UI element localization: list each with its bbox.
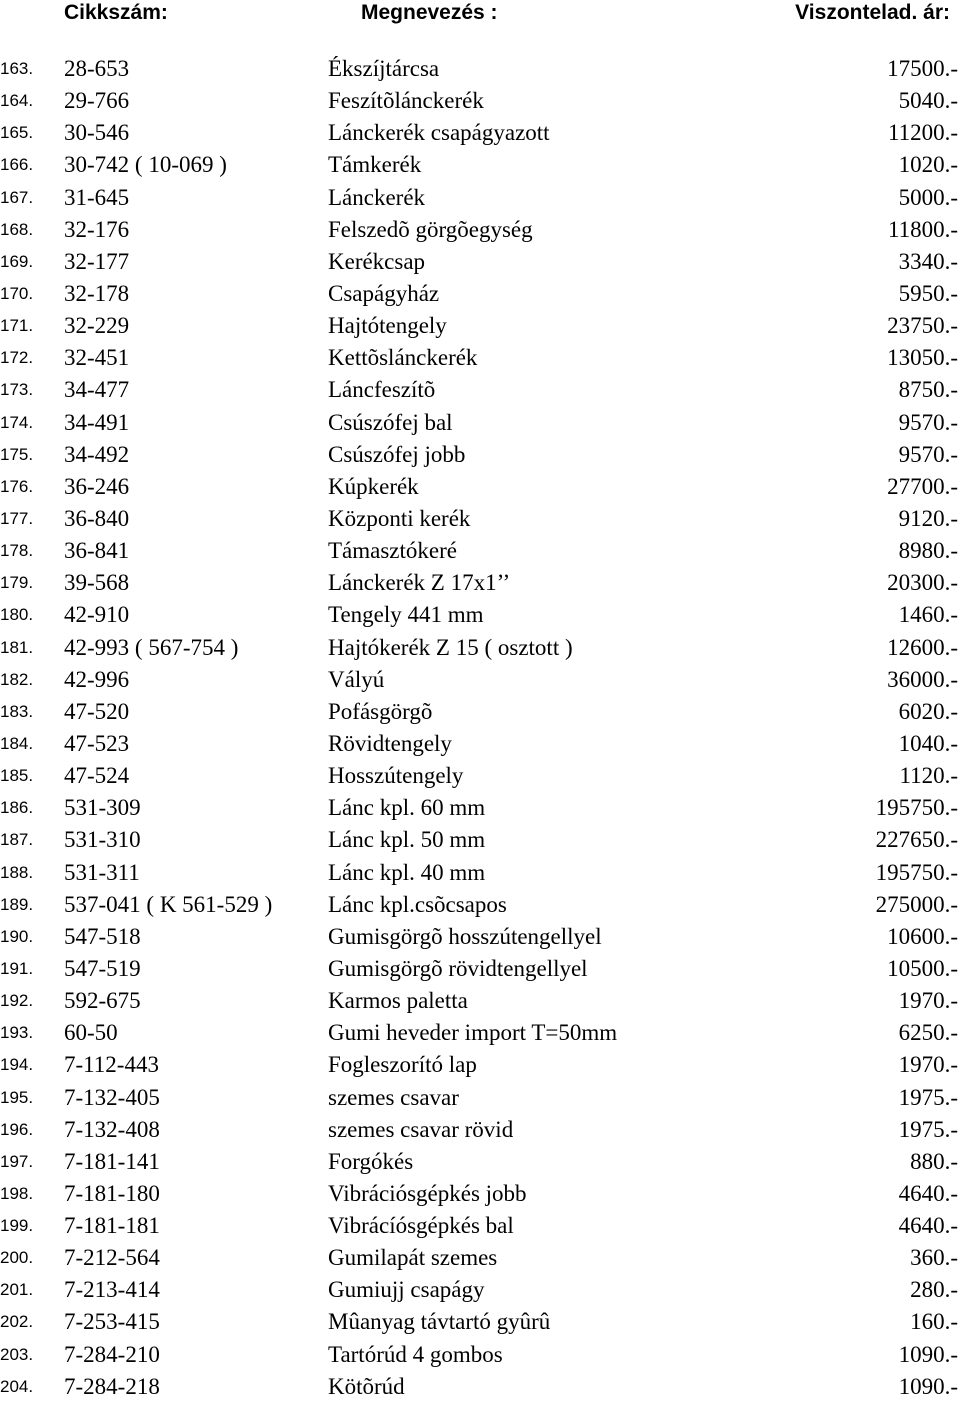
item-name: Központi kerék [328, 505, 471, 531]
table-row [0, 85, 960, 117]
item-price: 3340.- [898, 248, 958, 274]
item-code: 42-910 [64, 602, 130, 628]
row-number: 195. [0, 1087, 34, 1107]
table-row [0, 310, 960, 342]
item-code: 34-477 [64, 377, 130, 403]
item-code: 32-229 [64, 313, 130, 339]
item-price: 5950.- [898, 280, 958, 306]
item-name: Pofásgörgõ [328, 698, 433, 724]
item-code: 7-284-210 [64, 1341, 160, 1367]
item-name: Hajtótengely [328, 313, 447, 339]
item-price: 27700.- [887, 473, 958, 499]
item-code: 32-177 [64, 248, 130, 274]
table-row [0, 632, 960, 664]
table-row [0, 599, 960, 631]
table-row [0, 374, 960, 406]
column-header [0, 0, 960, 30]
item-name: Csúszófej jobb [328, 441, 466, 467]
item-price: 160.- [910, 1309, 958, 1335]
item-name: Kötõrúd [328, 1373, 405, 1399]
item-name: Feszítõlánckerék [328, 88, 484, 114]
table-row [0, 1242, 960, 1274]
item-name: Kerékcsap [328, 248, 426, 274]
item-price: 20300.- [887, 570, 958, 596]
row-number: 187. [0, 830, 34, 850]
table-row [0, 182, 960, 214]
item-code: 34-492 [64, 441, 130, 467]
table-row [0, 921, 960, 953]
table-row [0, 1371, 960, 1403]
item-name: Lánckerék csapágyazott [328, 120, 550, 146]
item-price: 1975.- [898, 1116, 958, 1142]
item-price: 227650.- [875, 827, 958, 853]
table-row [0, 503, 960, 535]
price-list [0, 53, 960, 1403]
table-row [0, 1082, 960, 1114]
item-name: Lánc kpl. 60 mm [328, 795, 486, 821]
item-code: 537-041 ( K 561-529 ) [64, 891, 273, 917]
table-row [0, 696, 960, 728]
item-name: Vibrációsgépkés jobb [328, 1180, 527, 1206]
row-number: 179. [0, 573, 34, 593]
item-name: Lánckerék [328, 184, 426, 210]
row-number: 170. [0, 283, 34, 303]
item-code: 547-519 [64, 955, 141, 981]
item-name: Gumiujj csapágy [328, 1277, 485, 1303]
row-number: 201. [0, 1280, 34, 1300]
row-number: 189. [0, 894, 34, 914]
item-name: Tengely 441 mm [328, 602, 484, 628]
header-code: Cikkszám: [64, 1, 168, 24]
item-price: 195750.- [875, 795, 958, 821]
row-number: 169. [0, 251, 34, 271]
item-code: 531-309 [64, 795, 141, 821]
item-code: 7-132-408 [64, 1116, 160, 1142]
table-row [0, 1274, 960, 1306]
item-price: 5040.- [898, 88, 958, 114]
item-code: 47-524 [64, 763, 130, 789]
item-price: 1040.- [898, 730, 958, 756]
item-code: 7-112-443 [64, 1052, 159, 1078]
item-code: 47-523 [64, 730, 130, 756]
item-code: 7-181-180 [64, 1180, 160, 1206]
item-price: 1090.- [898, 1341, 958, 1367]
table-row [0, 1049, 960, 1081]
item-code: 42-993 ( 567-754 ) [64, 634, 239, 660]
table-row [0, 824, 960, 856]
item-price: 9120.- [898, 505, 958, 531]
row-number: 194. [0, 1055, 34, 1075]
item-code: 31-645 [64, 184, 130, 210]
item-price: 195750.- [875, 859, 958, 885]
table-row [0, 53, 960, 85]
item-name: Karmos paletta [328, 988, 468, 1014]
row-number: 165. [0, 123, 34, 143]
item-price: 280.- [910, 1277, 958, 1303]
item-price: 9570.- [898, 441, 958, 467]
table-row [0, 760, 960, 792]
item-code: 7-181-141 [64, 1148, 160, 1174]
item-price: 880.- [910, 1148, 958, 1174]
row-number: 164. [0, 91, 34, 111]
table-row [0, 567, 960, 599]
item-name: Felszedõ görgõegység [328, 216, 533, 242]
row-number: 185. [0, 766, 34, 786]
row-number: 167. [0, 187, 34, 207]
item-code: 30-742 ( 10-069 ) [64, 152, 227, 178]
row-number: 180. [0, 605, 34, 625]
row-number: 198. [0, 1183, 34, 1203]
item-code: 42-996 [64, 666, 130, 692]
table-row [0, 439, 960, 471]
table-row [0, 985, 960, 1017]
row-number: 200. [0, 1248, 34, 1268]
table-row [0, 953, 960, 985]
item-code: 30-546 [64, 120, 130, 146]
row-number: 203. [0, 1344, 34, 1364]
item-name: Rövidtengely [328, 730, 452, 756]
item-code: 36-841 [64, 538, 130, 564]
item-name: Kettõslánckerék [328, 345, 478, 371]
item-code: 60-50 [64, 1020, 118, 1046]
item-price: 11800.- [887, 216, 958, 242]
table-row [0, 1210, 960, 1242]
item-name: Mûanyag távtartó gyûrû [328, 1309, 551, 1335]
item-code: 531-310 [64, 827, 141, 853]
item-price: 6020.- [898, 698, 958, 724]
item-name: szemes csavar [328, 1084, 459, 1110]
item-code: 531-311 [64, 859, 140, 885]
item-price: 4640.- [898, 1213, 958, 1239]
item-price: 6250.- [898, 1020, 958, 1046]
row-number: 176. [0, 476, 34, 496]
table-row [0, 342, 960, 374]
table-row [0, 1178, 960, 1210]
item-code: 592-675 [64, 988, 141, 1014]
row-number: 196. [0, 1119, 34, 1139]
table-row [0, 117, 960, 149]
item-code: 47-520 [64, 698, 130, 724]
item-price: 4640.- [898, 1180, 958, 1206]
item-price: 10600.- [887, 923, 958, 949]
item-name: Vibrácíósgépkés bal [328, 1213, 514, 1239]
item-price: 1970.- [898, 1052, 958, 1078]
row-number: 174. [0, 412, 34, 432]
item-name: Lánc kpl. 50 mm [328, 827, 486, 853]
item-code: 39-568 [64, 570, 130, 596]
item-price: 11200.- [887, 120, 958, 146]
table-row [0, 1306, 960, 1338]
item-name: Csapágyház [328, 280, 440, 306]
row-number: 186. [0, 798, 34, 818]
table-row [0, 857, 960, 889]
row-number: 197. [0, 1151, 34, 1171]
table-row [0, 278, 960, 310]
item-code: 36-246 [64, 473, 130, 499]
item-code: 7-132-405 [64, 1084, 160, 1110]
item-name: Gumisgörgõ rövidtengellyel [328, 955, 588, 981]
item-name: Csúszófej bal [328, 409, 453, 435]
item-price: 360.- [910, 1245, 958, 1271]
row-number: 177. [0, 508, 34, 528]
item-name: Fogleszorító lap [328, 1052, 477, 1078]
row-number: 178. [0, 541, 34, 561]
item-code: 34-491 [64, 409, 130, 435]
item-code: 36-840 [64, 505, 130, 531]
table-row [0, 1017, 960, 1049]
item-code: 32-176 [64, 216, 130, 242]
item-name: Láncfeszítõ [328, 377, 436, 403]
row-number: 175. [0, 444, 34, 464]
row-number: 202. [0, 1312, 34, 1332]
row-number: 172. [0, 348, 34, 368]
table-row [0, 889, 960, 921]
table-row [0, 535, 960, 567]
item-name: Tartórúd 4 gombos [328, 1341, 503, 1367]
item-price: 1970.- [898, 988, 958, 1014]
item-code: 7-181-181 [64, 1213, 160, 1239]
item-price: 8980.- [898, 538, 958, 564]
table-row [0, 728, 960, 760]
item-name: Kúpkerék [328, 473, 419, 499]
item-name: szemes csavar rövid [328, 1116, 514, 1142]
item-name: Gumi heveder import T=50mm [328, 1020, 618, 1046]
row-number: 182. [0, 669, 34, 689]
item-code: 28-653 [64, 56, 130, 81]
row-number: 193. [0, 1023, 34, 1043]
item-code: 547-518 [64, 923, 141, 949]
item-price: 17500.- [887, 56, 958, 81]
item-name: Vályú [328, 666, 385, 692]
item-price: 5000.- [898, 184, 958, 210]
item-name: Támasztókeré [328, 538, 457, 564]
item-price: 1090.- [898, 1373, 958, 1399]
table-row [0, 1146, 960, 1178]
item-price: 13050.- [887, 345, 958, 371]
item-price: 275000.- [875, 891, 958, 917]
table-row [0, 214, 960, 246]
item-name: Hajtókerék Z 15 ( osztott ) [328, 634, 573, 660]
item-code: 32-451 [64, 345, 130, 371]
row-number: 192. [0, 991, 34, 1011]
table-row [0, 246, 960, 278]
row-number: 188. [0, 862, 34, 882]
item-code: 7-284-218 [64, 1373, 160, 1399]
item-code: 7-212-564 [64, 1245, 160, 1271]
row-number: 183. [0, 701, 34, 721]
item-name: Lánc kpl. 40 mm [328, 859, 486, 885]
table-row [0, 471, 960, 503]
item-price: 36000.- [887, 666, 958, 692]
table-row [0, 149, 960, 181]
table-row [0, 1339, 960, 1371]
item-price: 12600.- [887, 634, 958, 660]
row-number: 171. [0, 316, 34, 336]
item-code: 7-253-415 [64, 1309, 160, 1335]
row-number: 163. [0, 59, 34, 78]
row-number: 204. [0, 1376, 34, 1396]
row-number: 190. [0, 926, 34, 946]
item-price: 1120.- [899, 763, 958, 789]
row-number: 181. [0, 637, 34, 657]
item-code: 29-766 [64, 88, 130, 114]
item-price: 8750.- [898, 377, 958, 403]
header-price: Viszontelad. ár: [795, 1, 950, 24]
item-name: Gumilapát szemes [328, 1245, 498, 1271]
item-name: Forgókés [328, 1148, 414, 1174]
row-number: 199. [0, 1216, 34, 1236]
item-price: 1975.- [898, 1084, 958, 1110]
item-code: 32-178 [64, 280, 130, 306]
item-price: 1460.- [898, 602, 958, 628]
table-row [0, 792, 960, 824]
item-name: Lánckerék Z 17x1’’ [328, 570, 511, 596]
row-number: 173. [0, 380, 34, 400]
item-price: 9570.- [898, 409, 958, 435]
item-name: Támkerék [328, 152, 422, 178]
item-name: Hosszútengely [328, 763, 464, 789]
item-name: Lánc kpl.csõcsapos [328, 891, 507, 917]
table-row [0, 1114, 960, 1146]
item-code: 7-213-414 [64, 1277, 160, 1303]
item-price: 23750.- [887, 313, 958, 339]
item-name: Ékszíjtárcsa [328, 56, 440, 81]
item-price: 10500.- [887, 955, 958, 981]
row-number: 168. [0, 219, 34, 239]
table-row [0, 407, 960, 439]
row-number: 166. [0, 155, 34, 175]
header-name: Megnevezés : [361, 1, 498, 24]
table-row [0, 664, 960, 696]
row-number: 184. [0, 733, 34, 753]
row-number: 191. [0, 958, 34, 978]
item-price: 1020.- [898, 152, 958, 178]
item-name: Gumisgörgõ hosszútengellyel [328, 923, 602, 949]
